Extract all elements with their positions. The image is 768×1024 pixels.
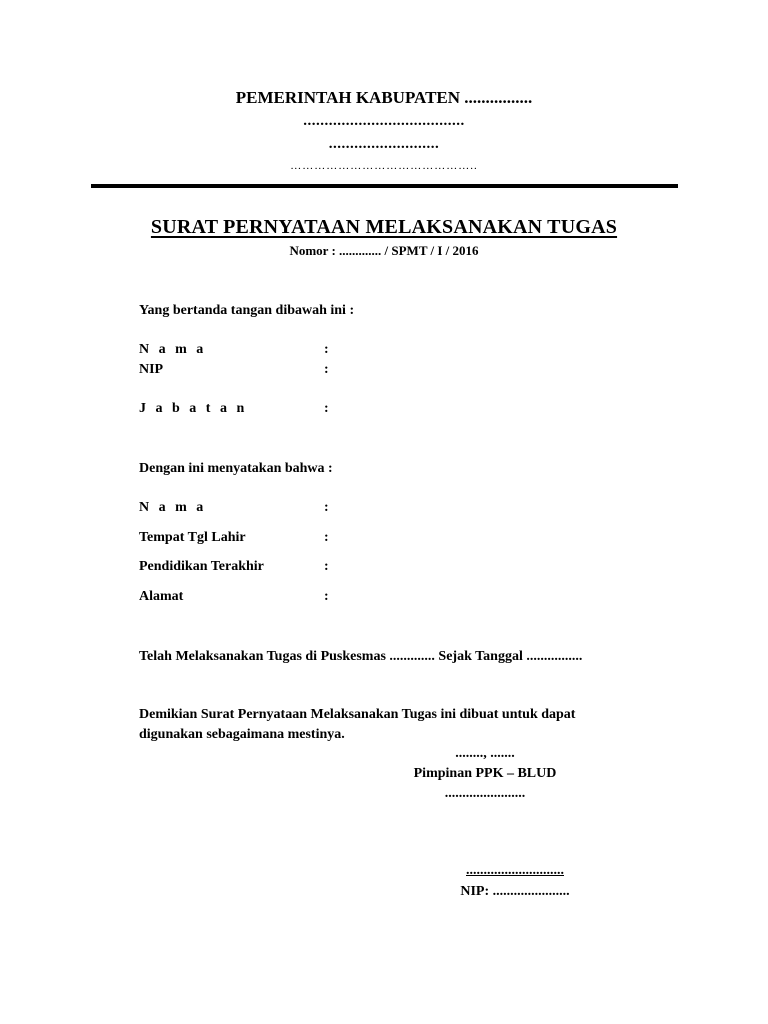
closing-line-1: Demikian Surat Pernyataan Melaksanakan Tugas ini dibuat untuk dapat: [139, 707, 576, 722]
letterhead-unit: ..........................: [328, 136, 440, 152]
subject-birth-label: Tempat Tgl Lahir: [139, 530, 246, 545]
signer-nip-label: NIP: [139, 362, 164, 377]
signature-position: Pimpinan PPK – BLUD: [413, 766, 557, 781]
letterhead-address: ………………………………………..: [290, 160, 478, 172]
letterhead-agency: ......................................: [303, 113, 465, 129]
letterhead-divider: [91, 184, 678, 188]
document-title: SURAT PERNYATAAN MELAKSANAKAN TUGAS: [150, 216, 618, 238]
subject-name-label: N a m a: [139, 500, 207, 515]
subject-address-colon: :: [324, 589, 329, 604]
subject-address-label: Alamat: [139, 589, 184, 604]
signature-organization: .......................: [444, 786, 526, 801]
signer-position-colon: :: [324, 401, 329, 416]
signer-name-label: N a m a: [139, 342, 207, 357]
signer-intro: Yang bertanda tangan dibawah ini :: [139, 303, 355, 318]
subject-name-colon: :: [324, 500, 329, 515]
signer-position-label: J a b a t a n: [139, 401, 248, 416]
closing-line-2: digunakan sebagaimana mestinya.: [139, 727, 345, 742]
subject-education-colon: :: [324, 559, 329, 574]
document-number: Nomor : ............. / SPMT / I / 2016: [289, 243, 479, 258]
letterhead-government: PEMERINTAH KABUPATEN ................: [235, 88, 533, 107]
signature-nip: NIP: ......................: [460, 884, 570, 899]
signature-name: ............................: [466, 863, 564, 878]
signer-nip-colon: :: [324, 362, 329, 377]
signature-place-date: ........, .......: [455, 746, 515, 761]
signer-name-colon: :: [324, 342, 329, 357]
subject-birth-colon: :: [324, 530, 329, 545]
subject-intro: Dengan ini menyatakan bahwa :: [139, 461, 333, 476]
subject-education-label: Pendidikan Terakhir: [139, 559, 264, 574]
statement-text: Telah Melaksanakan Tugas di Puskesmas ............. Sejak Tanggal ................: [139, 649, 583, 664]
